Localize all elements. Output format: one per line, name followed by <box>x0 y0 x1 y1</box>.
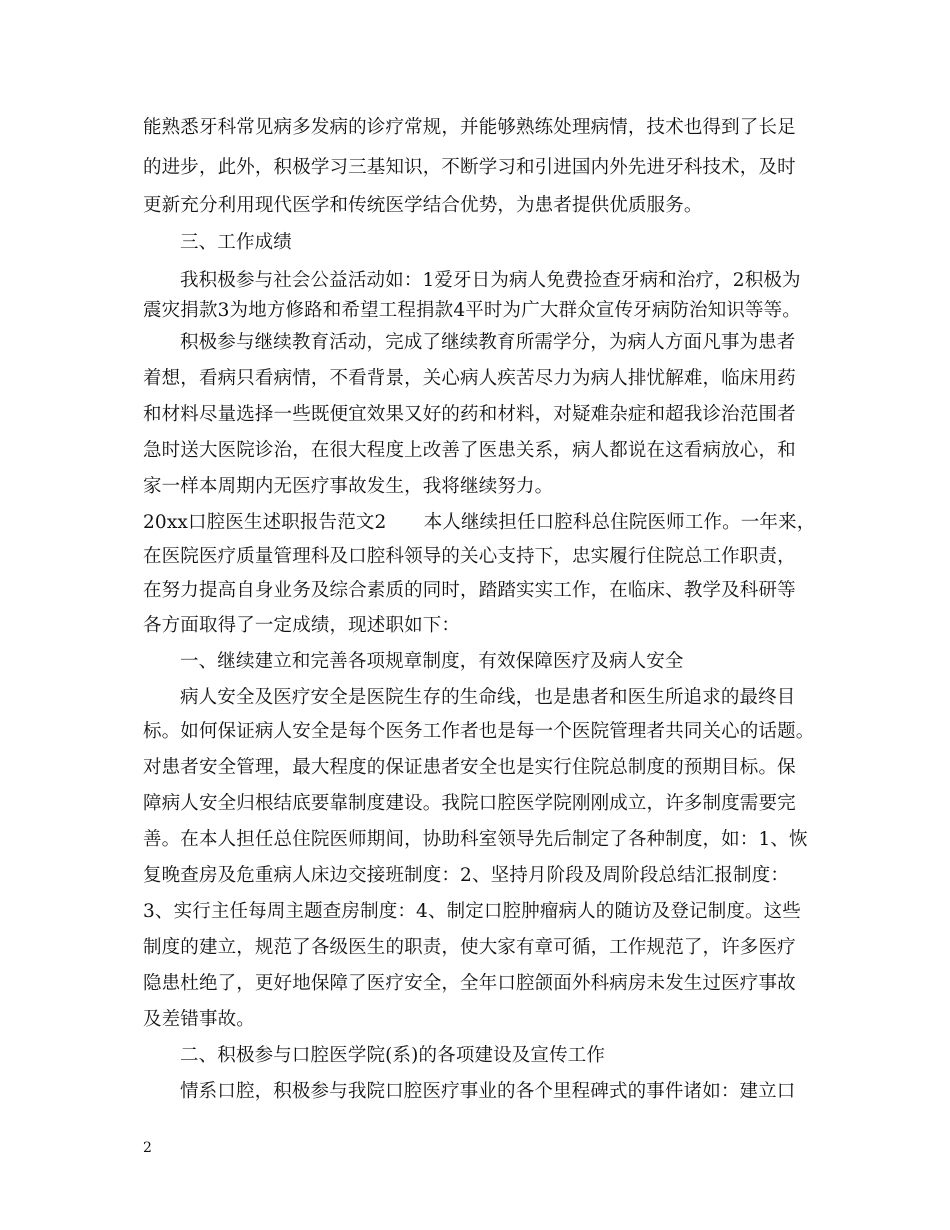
text-line: 制度的建立，规范了各级医生的职责，使大家有章可循，工作规范了，许多医疗 <box>143 937 796 958</box>
text-line: 更新充分利用现代医学和传统医学结合优势，为患者提供优质服务。 <box>143 195 703 216</box>
text-line: 震灾捐款3为地方修路和希望工程捐款4平时为广大群众宣传牙病防治知识等等。 <box>143 300 801 321</box>
text-line: 障病人安全归根结底要靠制度建设。我院口腔医学院刚刚成立，许多制度需要完 <box>143 793 796 814</box>
text-line: 情系口腔，积极参与我院口腔医疗事业的各个里程碑式的事件诸如：建立口 <box>180 1081 796 1102</box>
text-line: 的进步，此外，积极学习三基知识，不断学习和引进国内外先进牙科技术，及时 <box>143 157 796 178</box>
text-line: 和材料尽量选择一些既便宜效果又好的药和材料，对疑难杂症和超我诊治范围者 <box>143 404 796 425</box>
section-heading: 二、积极参与口腔医学院(系)的各项建设及宣传工作 <box>180 1045 606 1066</box>
section-heading: 三、工作成绩 <box>180 232 292 253</box>
text-line: 在努力提高自身业务及综合素质的同时，踏踏实实工作，在临床、教学及科研等 <box>143 580 796 601</box>
text-line: 病人安全及医疗安全是医院生存的生命线，也是患者和医生所追求的最终目 <box>180 687 796 708</box>
text-line: 各方面取得了一定成绩，现述职如下： <box>143 615 461 636</box>
text-line: 标。如何保证病人安全是每个医务工作者也是每一个医院管理者共同关心的话题。 <box>143 721 815 742</box>
text-line: 对患者安全管理，最大程度的保证患者安全也是实行住院总制度的预期目标。保 <box>143 757 796 778</box>
section-heading: 一、继续建立和完善各项规章制度，有效保障医疗及病人安全 <box>180 651 684 672</box>
text-line: 隐患杜绝了，更好地保障了医疗安全，全年口腔颌面外科病房未发生过医疗事故 <box>143 973 796 994</box>
text-line: 着想，看病只看病情，不看背景，关心病人疾苦尽力为病人排忧解难，临床用药 <box>143 368 796 389</box>
text-line: 20xx口腔医生述职报告范文2 本人继续担任口腔科总住院医师工作。一年来， <box>143 512 816 533</box>
page-number: 2 <box>143 1140 152 1156</box>
text-line: 及差错事故。 <box>143 1009 255 1030</box>
text-line: 3、实行主任每周主题查房制度：4、制定口腔肿瘤病人的随访及登记制度。这些 <box>143 901 801 922</box>
text-line: 在医院医疗质量管理科及口腔科领导的关心支持下，忠实履行住院总工作职责， <box>143 546 796 567</box>
text-line: 能熟悉牙科常见病多发病的诊疗常规，并能够熟练处理病情，技术也得到了长足 <box>143 117 796 138</box>
text-line: 急时送大医院诊治，在很大程度上改善了医患关系，病人都说在这看病放心，和 <box>143 440 796 461</box>
text-line: 家一样本周期内无医疗事故发生，我将继续努力。 <box>143 476 554 497</box>
text-line: 我积极参与社会公益活动如：1爱牙日为病人免费捡查牙病和治疗，2积极为 <box>180 270 801 291</box>
text-line: 复晚查房及危重病人床边交接班制度：2、坚持月阶段及周阶段总结汇报制度： <box>143 865 790 886</box>
text-line: 积极参与继续教育活动，完成了继续教育所需学分，为病人方面凡事为患者 <box>180 332 796 353</box>
text-line: 善。在本人担任总住院医师期间，协助科室领导先后制定了各种制度，如：1、恢 <box>143 829 808 850</box>
